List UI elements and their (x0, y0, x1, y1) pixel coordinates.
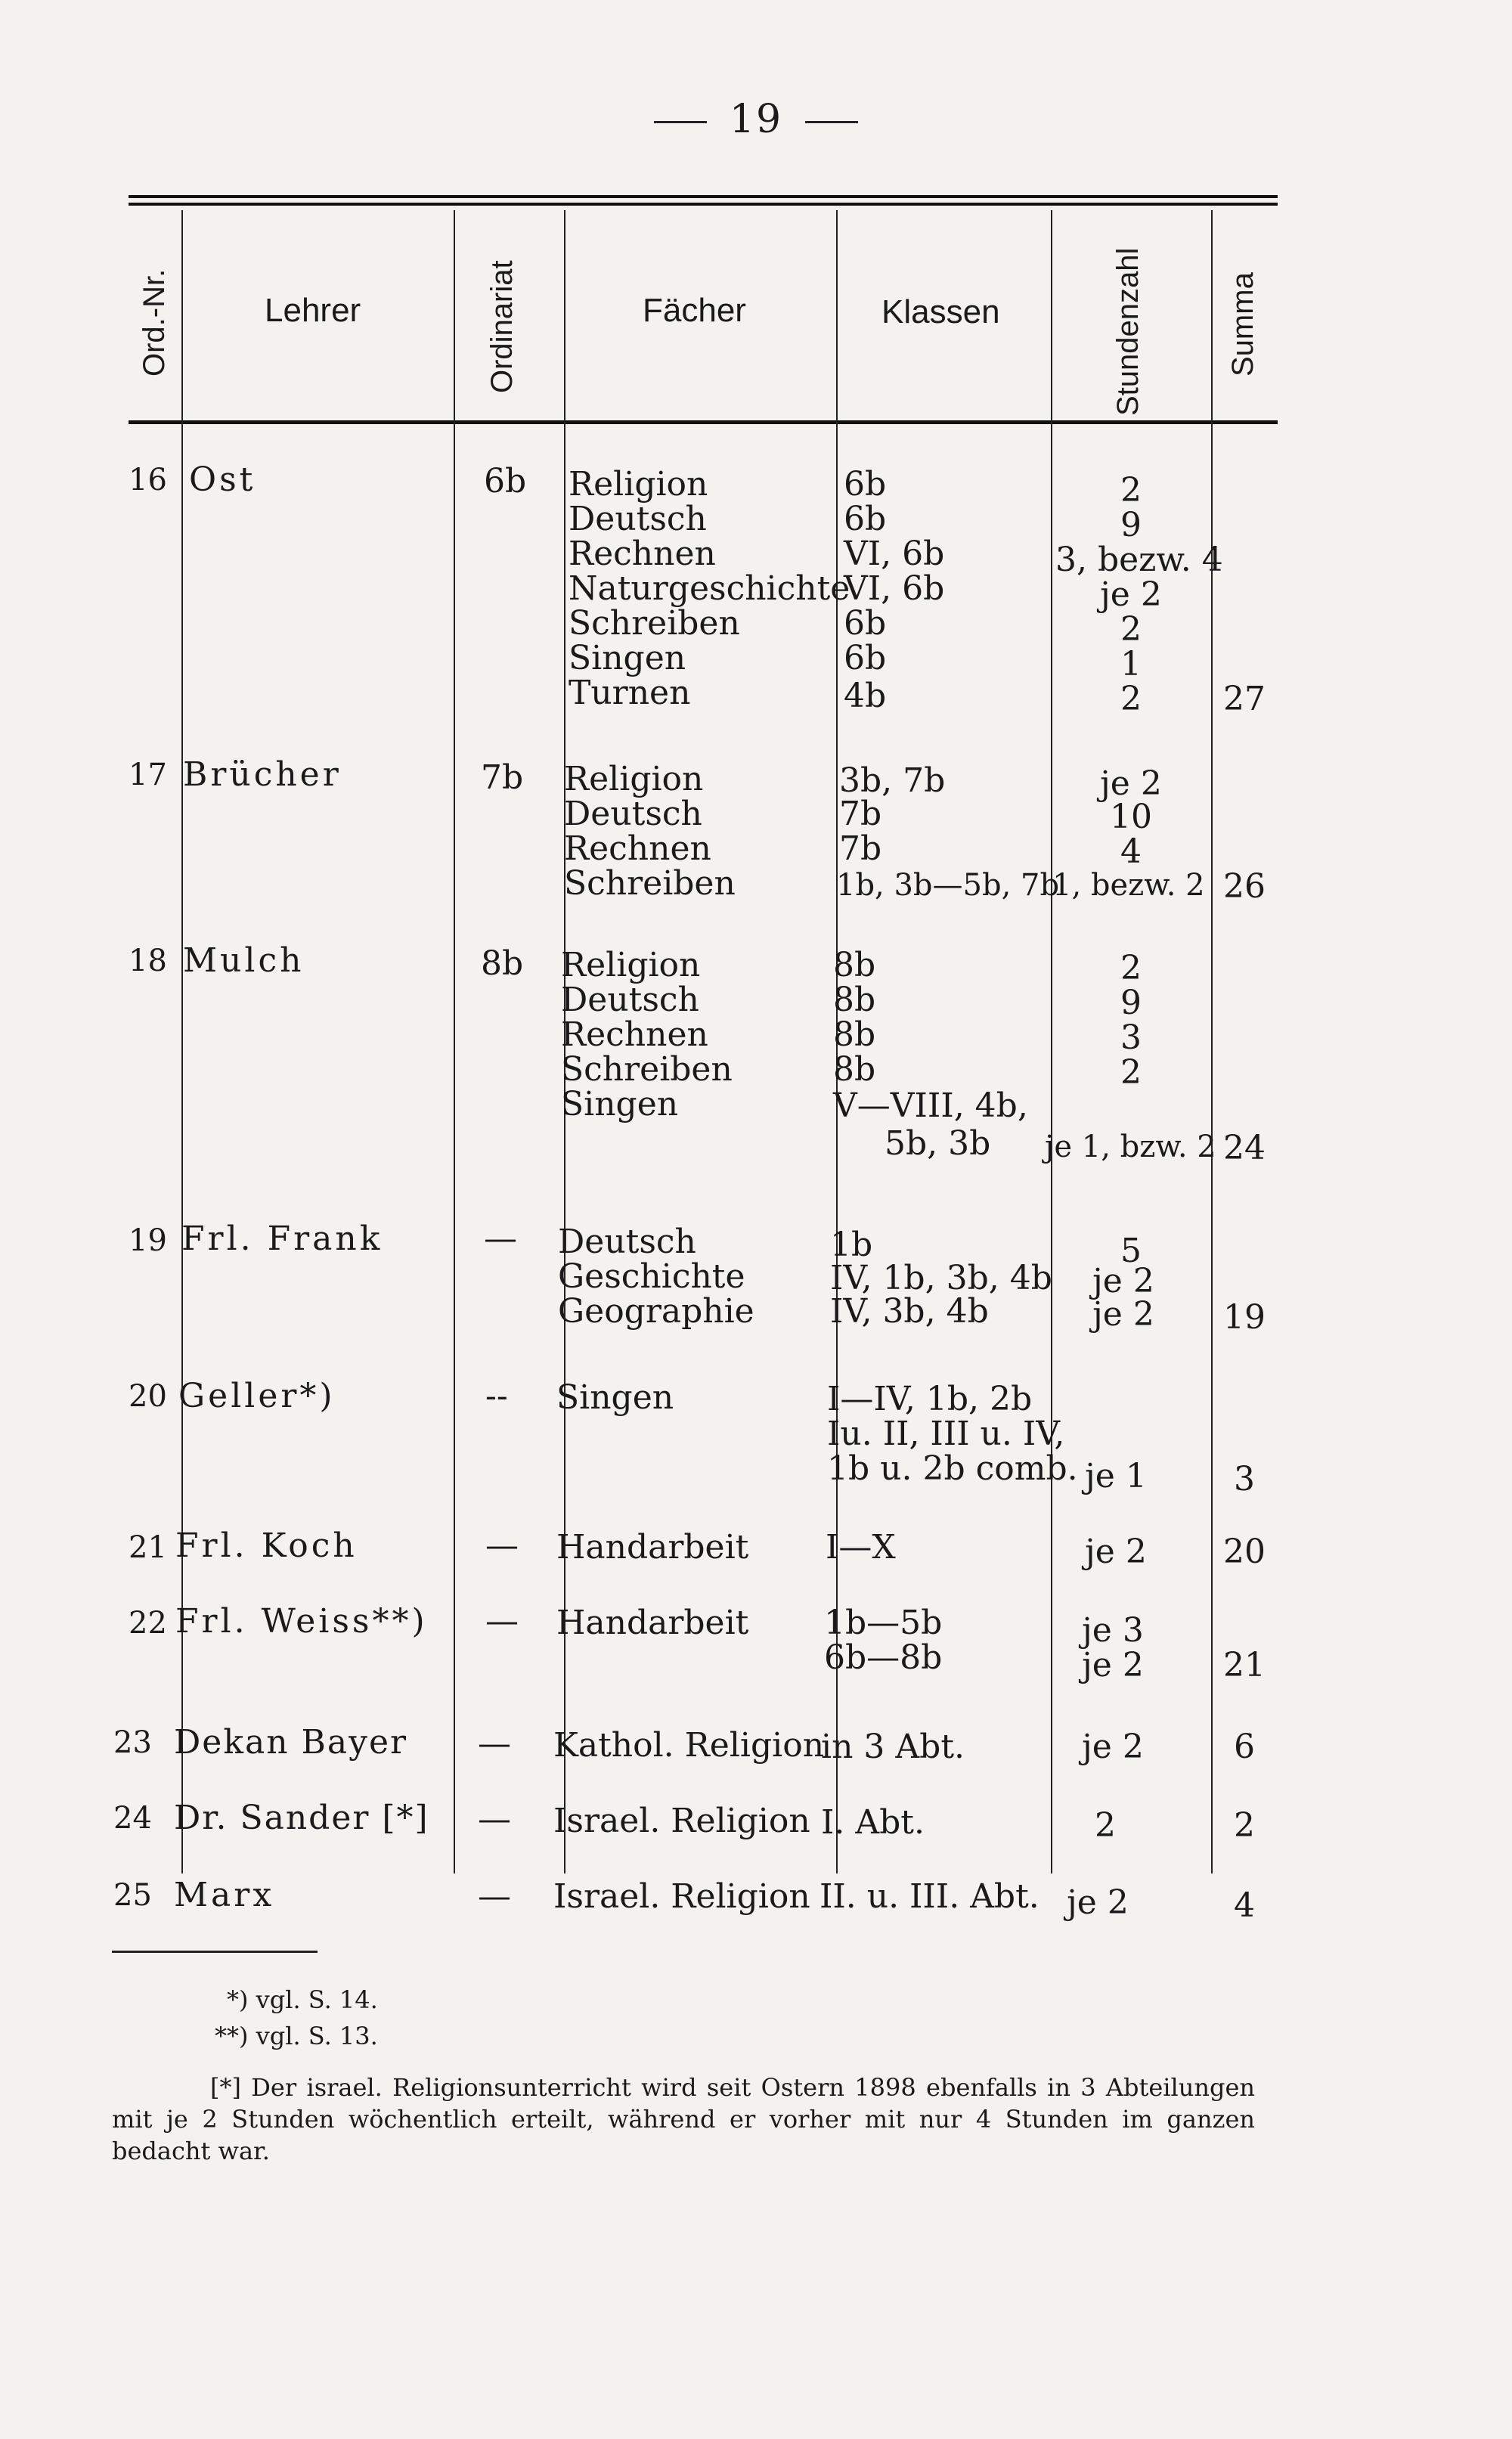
row-22-klassen-2: 6b—8b (824, 1638, 943, 1677)
row-17-klassen-2: 7b (839, 795, 882, 833)
row-16-stunden-2: 9 (1120, 506, 1142, 544)
row-16-fach-4: Naturgeschichte (569, 569, 850, 608)
row-17-ordinariat: 7b (481, 758, 524, 797)
row-25-nr: 25 (113, 1878, 152, 1913)
row-16-ordinariat: 6b (484, 462, 527, 501)
row-18-fach-5: Singen (561, 1085, 679, 1123)
row-25-lehrer: Marx (174, 1876, 275, 1914)
table-rule-top (129, 195, 1278, 198)
row-16-fach-5: Schreiben (569, 604, 740, 643)
row-20-nr: 20 (129, 1379, 167, 1414)
row-19-klassen-3: IV, 3b, 4b (830, 1292, 989, 1331)
row-17-klassen-3: 7b (839, 829, 882, 868)
row-23-ordinariat: — (478, 1725, 511, 1763)
row-18-stunden-6: je 1, bzw. 2 (1045, 1130, 1216, 1164)
row-21-ordinariat: — (485, 1526, 519, 1565)
row-22-summa: 21 (1223, 1646, 1266, 1684)
row-19-klassen-1: 1b (830, 1226, 873, 1264)
row-18-fach-3: Rechnen (561, 1015, 708, 1054)
page-number (0, 97, 1512, 142)
row-23-lehrer: Dekan Bayer (174, 1723, 408, 1762)
row-18-klassen-5: V—VIII, 4b, (833, 1086, 1028, 1125)
row-18-nr: 18 (129, 944, 167, 978)
row-18-klassen-2: 8b (833, 981, 876, 1019)
row-18-summa: 24 (1223, 1129, 1266, 1167)
row-23-nr: 23 (113, 1725, 152, 1760)
row-25-summa: 4 (1234, 1886, 1255, 1925)
row-20-klassen-3: 1b u. 2b comb. (827, 1449, 1078, 1488)
header-faecher: Fächer (643, 292, 746, 329)
footnote-3: [*] Der israel. Religionsunterricht wird seit Ostern 1898 ebenfalls in 3 Abteilungen mit je 2 Stunden wöchentlich erteilt, während er vorher mit nur 4 Stunden im ganzen bedacht war. (112, 2073, 1255, 2165)
table-rule-top-double (129, 203, 1278, 206)
row-16-stunden-4: je 2 (1100, 575, 1162, 614)
header-stundenzahl: Stundenzahl (1111, 247, 1145, 416)
footnote-rule (112, 1951, 318, 1953)
row-17-lehrer: Brücher (183, 755, 342, 794)
row-21-lehrer: Frl. Koch (175, 1526, 358, 1565)
row-18-klassen-3: 8b (833, 1015, 876, 1054)
row-20-stunden-3: je 1 (1085, 1457, 1147, 1495)
row-16-klassen-3: VI, 6b (844, 535, 945, 573)
row-16-fach-1: Religion (569, 465, 708, 504)
row-20-ordinariat: -- (485, 1377, 508, 1415)
row-24-summa: 2 (1234, 1806, 1255, 1845)
row-19-stunden-1: 5 (1120, 1232, 1142, 1270)
row-16-fach-6: Singen (569, 639, 686, 677)
row-16-klassen-5: 6b (844, 604, 887, 643)
row-17-stunden-1: je 2 (1100, 764, 1162, 803)
row-19-fach-3: Geographie (558, 1292, 754, 1331)
footnote-2: **) vgl. S. 13. (215, 2022, 378, 2050)
row-24-klassen-1: I. Abt. (821, 1803, 925, 1842)
row-18-klassen-6: 5b, 3b (885, 1124, 991, 1163)
row-17-stunden-3: 4 (1120, 832, 1142, 871)
row-23-fach-1: Kathol. Religion (553, 1726, 825, 1765)
row-19-fach-1: Deutsch (558, 1223, 696, 1261)
row-16-fach-7: Turnen (569, 674, 691, 712)
row-18-lehrer: Mulch (183, 941, 305, 980)
table-rule-header (129, 420, 1278, 424)
row-17-fach-3: Rechnen (564, 829, 711, 868)
row-16-klassen-7: 4b (844, 677, 887, 715)
row-24-nr: 24 (113, 1801, 152, 1836)
row-18-klassen-1: 8b (833, 946, 876, 984)
row-20-lehrer: Geller*) (178, 1377, 336, 1415)
row-16-stunden-5: 2 (1120, 610, 1142, 649)
row-22-klassen-1: 1b—5b (824, 1604, 943, 1642)
row-19-klassen-2: IV, 1b, 3b, 4b (830, 1259, 1052, 1297)
row-22-stunden-1: je 3 (1082, 1611, 1144, 1650)
row-17-stunden-4: 1, bezw. 2 (1052, 868, 1205, 903)
row-16-stunden-3: 3, bezw. 4 (1055, 541, 1223, 579)
page-number-text: 19 (729, 97, 783, 142)
row-21-summa: 20 (1223, 1533, 1266, 1571)
row-22-fach-1: Handarbeit (556, 1604, 749, 1642)
row-19-summa: 19 (1223, 1298, 1266, 1337)
row-17-nr: 17 (129, 758, 167, 792)
row-25-stunden-1: je 2 (1067, 1883, 1129, 1922)
teacher-table (113, 195, 1278, 1925)
row-17-klassen-4: 1b, 3b—5b, 7b (836, 868, 1060, 903)
row-17-stunden-2: 10 (1110, 798, 1152, 836)
row-17-summa: 26 (1223, 867, 1266, 906)
row-16-nr: 16 (129, 463, 167, 497)
row-23-klassen-1: in 3 Abt. (821, 1728, 965, 1766)
col-line-6 (1211, 210, 1213, 1873)
row-18-stunden-4: 2 (1120, 1053, 1142, 1092)
row-22-stunden-2: je 2 (1082, 1646, 1144, 1684)
row-16-stunden-6: 1 (1120, 645, 1142, 683)
row-18-fach-1: Religion (561, 946, 701, 984)
row-20-klassen-1: I—IV, 1b, 2b (827, 1380, 1033, 1418)
row-18-fach-2: Deutsch (561, 981, 699, 1019)
row-25-klassen-1: II. u. III. Abt. (820, 1877, 1040, 1916)
dash-left (654, 121, 707, 123)
header-ordinariat: Ordinariat (485, 260, 519, 393)
row-16-fach-3: Rechnen (569, 535, 716, 573)
row-19-lehrer: Frl. Frank (181, 1220, 383, 1258)
header-ord-nr: Ord.-Nr. (138, 268, 171, 377)
row-24-ordinariat: — (478, 1800, 511, 1839)
row-21-nr: 21 (129, 1530, 167, 1565)
row-16-klassen-1: 6b (844, 465, 887, 504)
row-22-nr: 22 (129, 1606, 167, 1641)
footnote-1: *) vgl. S. 14. (227, 1985, 378, 2014)
row-25-fach-1: Israel. Religion (553, 1877, 810, 1916)
row-21-fach-1: Handarbeit (556, 1528, 749, 1567)
row-18-stunden-2: 9 (1120, 984, 1142, 1022)
row-21-stunden-1: je 2 (1085, 1533, 1147, 1571)
header-lehrer: Lehrer (265, 292, 361, 329)
row-16-stunden-1: 2 (1120, 471, 1142, 510)
row-17-fach-2: Deutsch (564, 795, 702, 833)
row-16-klassen-4: VI, 6b (844, 569, 945, 608)
row-19-ordinariat: — (484, 1220, 517, 1258)
row-24-lehrer: Dr. Sander [*] (174, 1799, 429, 1837)
row-20-klassen-2: Iu. II, III u. IV, (827, 1415, 1065, 1453)
row-16-klassen-2: 6b (844, 500, 887, 538)
row-17-klassen-1: 3b, 7b (839, 761, 946, 800)
row-19-nr: 19 (129, 1223, 167, 1258)
col-line-2 (454, 210, 455, 1873)
row-22-ordinariat: — (485, 1602, 519, 1641)
header-summa: Summa (1226, 272, 1259, 377)
row-19-stunden-3: je 2 (1092, 1295, 1154, 1334)
row-18-stunden-3: 3 (1120, 1018, 1142, 1057)
row-16-fach-2: Deutsch (569, 500, 707, 538)
dash-right (805, 121, 858, 123)
row-16-stunden-7: 2 (1120, 680, 1142, 718)
row-18-stunden-1: 2 (1120, 949, 1142, 987)
row-20-summa: 3 (1234, 1460, 1255, 1498)
header-klassen: Klassen (881, 293, 1000, 330)
row-24-stunden-1: 2 (1095, 1806, 1116, 1845)
row-18-ordinariat: 8b (481, 944, 524, 983)
row-23-summa: 6 (1234, 1728, 1255, 1766)
row-19-stunden-2: je 2 (1092, 1262, 1154, 1300)
row-18-fach-4: Schreiben (561, 1050, 733, 1089)
row-20-fach-1: Singen (556, 1378, 674, 1417)
row-16-summa: 27 (1223, 680, 1266, 718)
row-23-stunden-1: je 2 (1082, 1728, 1144, 1766)
row-17-fach-4: Schreiben (564, 864, 736, 903)
row-21-klassen-1: I—X (826, 1528, 896, 1567)
row-17-fach-1: Religion (564, 760, 704, 798)
row-24-fach-1: Israel. Religion (553, 1802, 810, 1840)
row-16-klassen-6: 6b (844, 639, 887, 677)
row-25-ordinariat: — (478, 1877, 511, 1916)
row-16-lehrer: Ost (189, 460, 256, 499)
row-18-klassen-4: 8b (833, 1050, 876, 1089)
row-22-lehrer: Frl. Weiss**) (175, 1602, 428, 1641)
row-19-fach-2: Geschichte (558, 1257, 745, 1296)
